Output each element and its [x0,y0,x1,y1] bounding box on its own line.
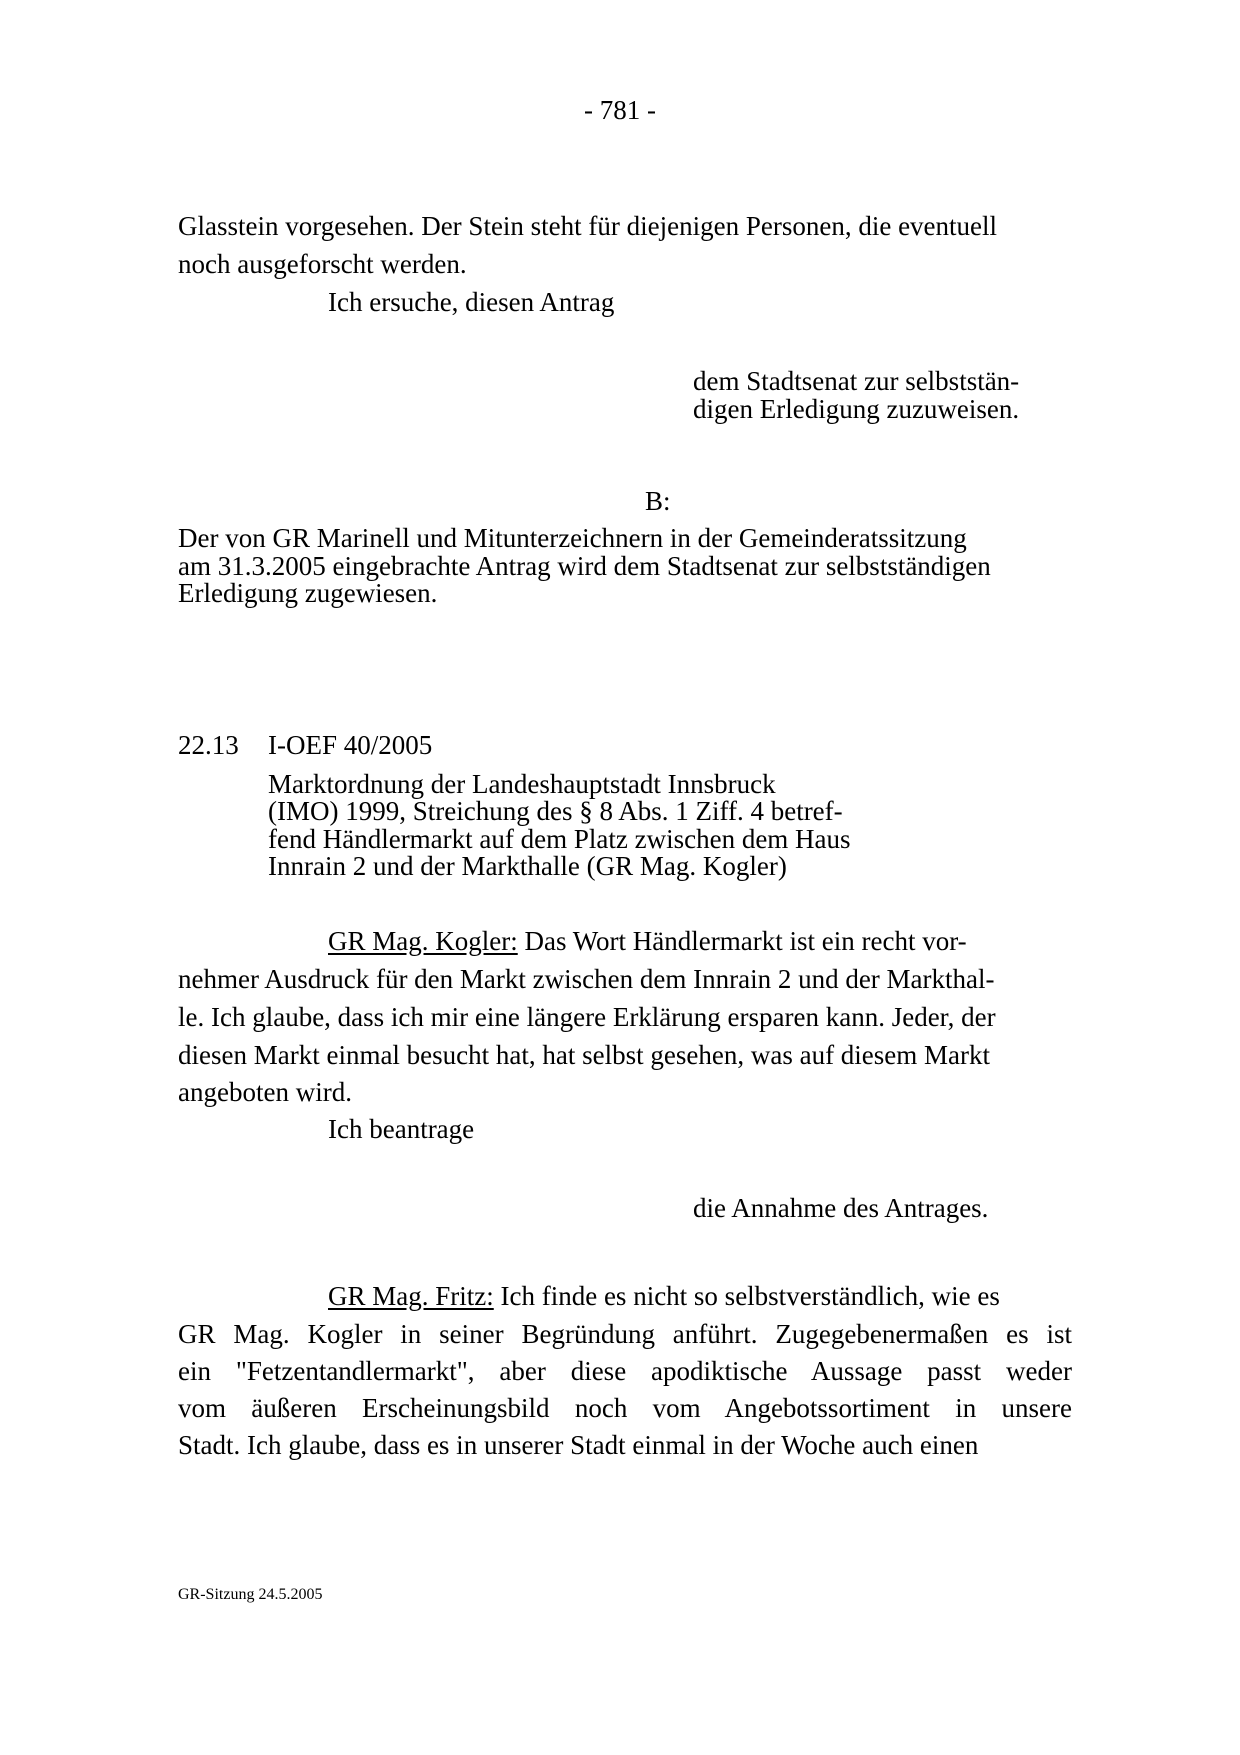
speaker-name: GR Mag. Kogler: [328,926,518,956]
paragraph-line: noch ausgeforscht werden. [178,249,467,279]
agenda-item-title-line: Marktordnung der Landeshauptstadt Innsbruck [268,769,776,799]
paragraph-line: Glasstein vorgesehen. Der Stein steht für diejenigen Personen, die eventuell [178,211,998,241]
speaker-name: GR Mag. Fritz: [328,1281,494,1311]
resolution-label: B: [645,486,671,516]
request-action-line: die Annahme des Antrages. [693,1193,989,1223]
footer-session: GR-Sitzung 24.5.2005 [178,1586,323,1603]
request-intro: Ich beantrage [328,1114,475,1144]
speech-line: le. Ich glaube, dass ich mir eine längere Erklärung ersparen kann. Jeder, der [178,1002,996,1032]
speech-line: vom äußeren Erscheinungsbild noch vom Angebotssortiment in unsere [178,1393,1072,1423]
speech-line: ein "Fetzentandlermarkt", aber diese apodiktische Aussage passt weder [178,1356,1072,1386]
resolution-line: am 31.3.2005 eingebrachte Antrag wird dem Stadtsenat zur selbstständigen [178,551,991,581]
request-intro: Ich ersuche, diesen Antrag [328,287,615,317]
speech-line: GR Mag. Kogler in seiner Begründung anführt. Zugegebenermaßen es ist [178,1319,1072,1349]
speech-first-line [328,1277,1000,1315]
speech-text: Ich finde es nicht so selbstverständlich, wie es [493,1281,1000,1311]
resolution-line: Erledigung zugewiesen. [178,578,438,608]
agenda-item-title-line: (IMO) 1999, Streichung des § 8 Abs. 1 Ziff. 4 betref- [268,796,843,826]
speech-line: angeboten wird. [178,1077,352,1107]
request-action-line: digen Erledigung zuzuweisen. [693,394,1020,424]
speech-first-line [328,922,967,960]
agenda-item-title-line: Innrain 2 und der Markthalle (GR Mag. Kogler) [268,851,787,881]
request-action-line: dem Stadtsenat zur selbststän- [693,366,1020,396]
agenda-item-reference: I-OEF 40/2005 [268,730,433,760]
resolution-line: Der von GR Marinell und Mitunterzeichnern in der Gemeinderatssitzung [178,523,967,553]
speech-line: nehmer Ausdruck für den Markt zwischen dem Innrain 2 und der Markthal- [178,964,995,994]
agenda-item-title-line: fend Händlermarkt auf dem Platz zwischen dem Haus [268,824,851,854]
page-number: - 781 - [584,95,656,125]
speech-text: Das Wort Händlermarkt ist ein recht vor- [517,926,967,956]
speech-line: diesen Markt einmal besucht hat, hat selbst gesehen, was auf diesem Markt [178,1040,991,1070]
agenda-item-number: 22.13 [178,730,239,760]
speech-line: Stadt. Ich glaube, dass es in unserer Stadt einmal in der Woche auch einen [178,1430,979,1460]
